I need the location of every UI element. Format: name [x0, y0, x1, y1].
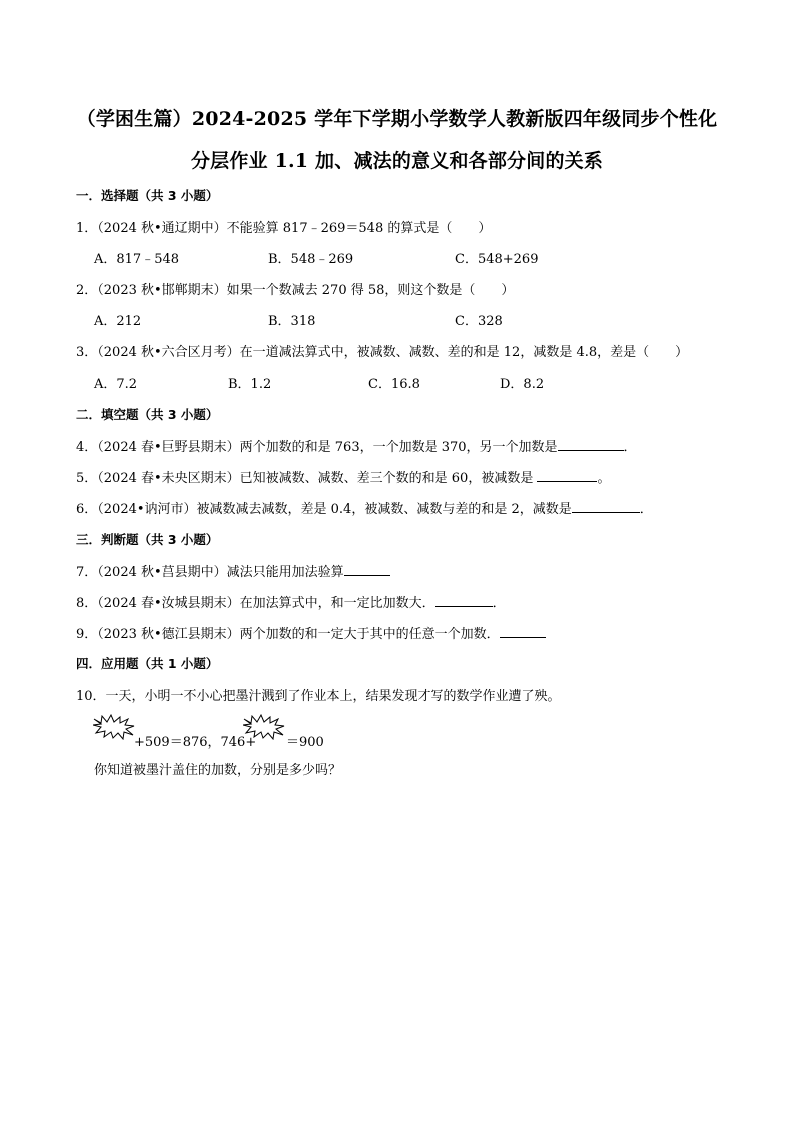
q3-option-a: A．7.2 [94, 377, 138, 392]
question-4-text: 4．（2024 春•巨野县期末）两个加数的和是 763，一个加数是 370，另一个加数是 [76, 440, 558, 455]
page-title-line2: 分层作业 1.1 加、减法的意义和各部分间的关系 [190, 150, 604, 172]
q1-option-b: B．548﹣269 [268, 252, 354, 267]
question-4 [76, 436, 637, 455]
question-9-text: 9．（2023 秋•德江县期末）两个加数的和一定大于其中的任意一个加数． [76, 627, 500, 642]
question-6 [76, 498, 653, 517]
question-2: 2．（2023 秋•邯郸期末）如果一个数减去 270 得 58，则这个数是（ ） [76, 283, 515, 298]
question-7-text: 7．（2024 秋•莒县期中）减法只能用加法验算 [76, 565, 344, 580]
q2-option-b: B．318 [268, 314, 316, 329]
question-10-ask: 你知道被墨汁盖住的加数，分别是多少吗？ [94, 763, 342, 778]
question-9 [76, 623, 546, 642]
question-8-text: 8．（2024 春•汝城县期末）在加法算式中，和一定比加数大． [76, 596, 435, 611]
q3-option-d: D．8.2 [500, 377, 545, 392]
answer-blank[interactable] [500, 625, 546, 638]
q1-option-a: A．817﹣548 [94, 252, 180, 267]
q2-option-c: C．328 [455, 314, 503, 329]
q3-option-b: B．1.2 [228, 377, 272, 392]
question-4-end: ． [623, 440, 637, 455]
question-8-end: ． [492, 596, 506, 611]
question-1: 1．（2024 秋•通辽期中）不能验算 817﹣269＝548 的算式是（ ） [76, 221, 492, 236]
ink-splash-icon [243, 714, 285, 740]
answer-blank[interactable] [344, 563, 390, 576]
question-6-text: 6．（2024•讷河市）被减数减去减数，差是 0.4，被减数、减数与差的和是 2，减数是 [76, 502, 572, 517]
question-6-end: ． [639, 502, 653, 517]
section-heading-judge: 三．判断题（共 3 小题） [76, 532, 219, 547]
question-8 [76, 592, 506, 611]
section-heading-application: 四．应用题（共 1 小题） [76, 656, 219, 671]
answer-blank[interactable] [537, 469, 597, 482]
question-5-text: 5．（2024 春•未央区期末）已知被减数、减数、差三个数的和是 60，被减数是 [76, 471, 538, 486]
section-heading-choice: 一．选择题（共 3 小题） [76, 188, 219, 203]
question-7 [76, 561, 390, 580]
answer-blank[interactable] [558, 438, 624, 451]
question-5-end: 。 [597, 471, 611, 486]
ink-splash-icon [93, 714, 135, 740]
q2-option-a: A．212 [94, 314, 142, 329]
question-10: 10．一天，小明一不小心把墨汁溅到了作业本上，结果发现才写的数学作业遭了殃。 [76, 689, 561, 704]
page-title-line1: （学困生篇）2024-2025 学年下学期小学数学人教新版四年级同步个性化 [76, 108, 718, 130]
equation-part-2: ＝900 [286, 735, 324, 750]
q3-option-c: C．16.8 [368, 377, 420, 392]
question-3: 3．（2024 秋•六合区月考）在一道减法算式中，被减数、减数、差的和是 12，减数是 4.8，差是（ ） [76, 345, 689, 360]
section-heading-fill: 二．填空题（共 3 小题） [76, 407, 219, 422]
answer-blank[interactable] [435, 594, 493, 607]
answer-blank[interactable] [572, 500, 640, 513]
equation-part-1: +509＝876，746+ [134, 735, 257, 750]
question-5 [76, 467, 610, 486]
q1-option-c: C．548+269 [455, 252, 539, 267]
